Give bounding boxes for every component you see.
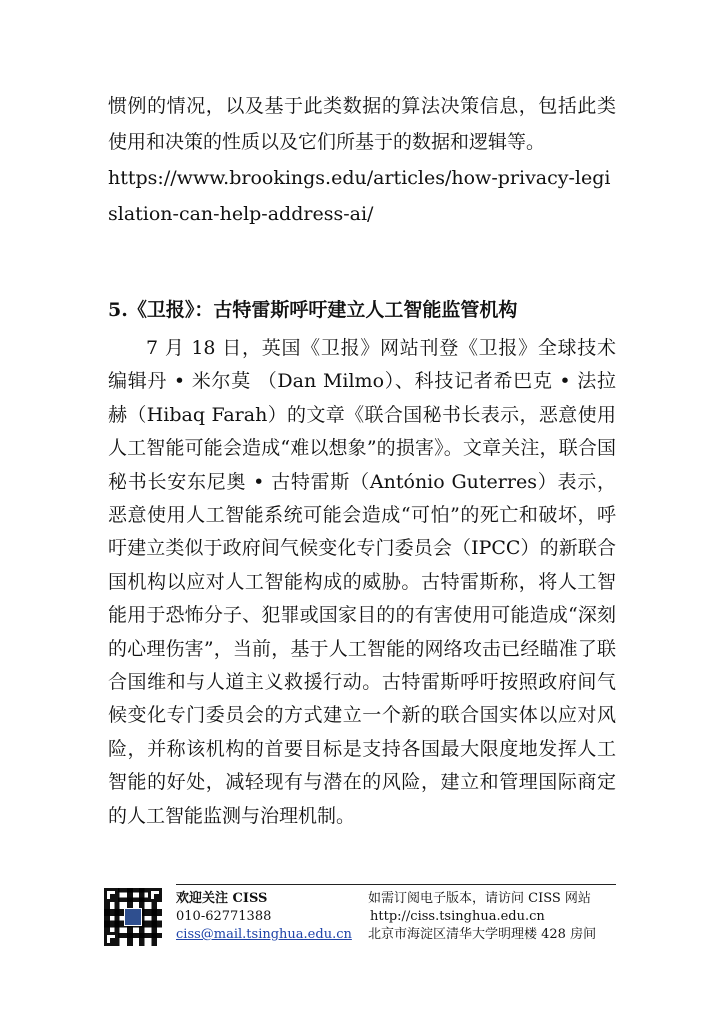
source-url[interactable]: https://www.brookings.edu/articles/how-privacy-legislation-can-help-address-ai/ [108, 167, 611, 225]
qr-finder-top-left [104, 888, 118, 902]
qr-finder-top-right [148, 888, 162, 902]
section-number: 5. [108, 299, 128, 321]
qr-finder-bottom-left [104, 932, 118, 946]
footer-contact-left [176, 890, 366, 944]
follow-ciss-title: 欢迎关注 CISS [176, 891, 268, 906]
qr-center-logo-icon [124, 908, 142, 926]
footer-website-link[interactable]: http://ciss.tsinghua.edu.cn [370, 909, 545, 924]
page-footer [104, 884, 616, 946]
paragraph-continuation: 惯例的情况，以及基于此类数据的算法决策信息，包括此类使用和决策的性质以及它们所基于的数据和逻辑等。 [108, 95, 616, 153]
footer-phone: 010-62771388 [176, 909, 272, 924]
article-paragraph: 7 月 18 日，英国《卫报》网站刊登《卫报》全球技术编辑丹 • 米尔莫 （Dan Milmo）、科技记者希巴克 • 法拉赫（Hibaq Farah）的文章《联合国秘书长表示，恶意使用人工智能可能会造成“难以想象”的损害》。文章关注，联合国秘书长安东尼奥 • 古特雷斯（António Guterres）表示，恶意使用人工智能系统可能会造成“可怕”的死亡和破坏，呼吁建立类似于政府间气候变化专门委员会（IPCC）的新联合国机构以应对人工智能构成的威胁。古特雷斯称，将人工智能用于恐怖分子、犯罪或国家目的的有害使用可能造成“深刻的心理伤害”，当前，基于人工智能的网络攻击已经瞄准了联合国维和与人道主义救援行动。古特雷斯呼吁按照政府间气候变化专门委员会的方式建立一个新的联合国实体以应对风险，并称该机构的首要目标是支持各国最大限度地发挥人工智能的好处，减轻现有与潜在的风险，建立和管理国际商定的人工智能监测与治理机制。 [108, 337, 616, 827]
footer-address: 北京市海淀区清华大学明理楼 428 房间 [368, 927, 597, 942]
section-heading [108, 292, 616, 328]
footer-email-link[interactable]: ciss@mail.tsinghua.edu.cn [176, 927, 352, 942]
section-title: 《卫报》：古特雷斯呼吁建立人工智能监管机构 [127, 299, 518, 321]
footer-contact-right [368, 890, 616, 944]
qr-code-icon [104, 888, 162, 946]
footer-divider [176, 884, 616, 885]
subscription-note: 如需订阅电子版本，请访问 CISS 网站 [368, 891, 591, 906]
